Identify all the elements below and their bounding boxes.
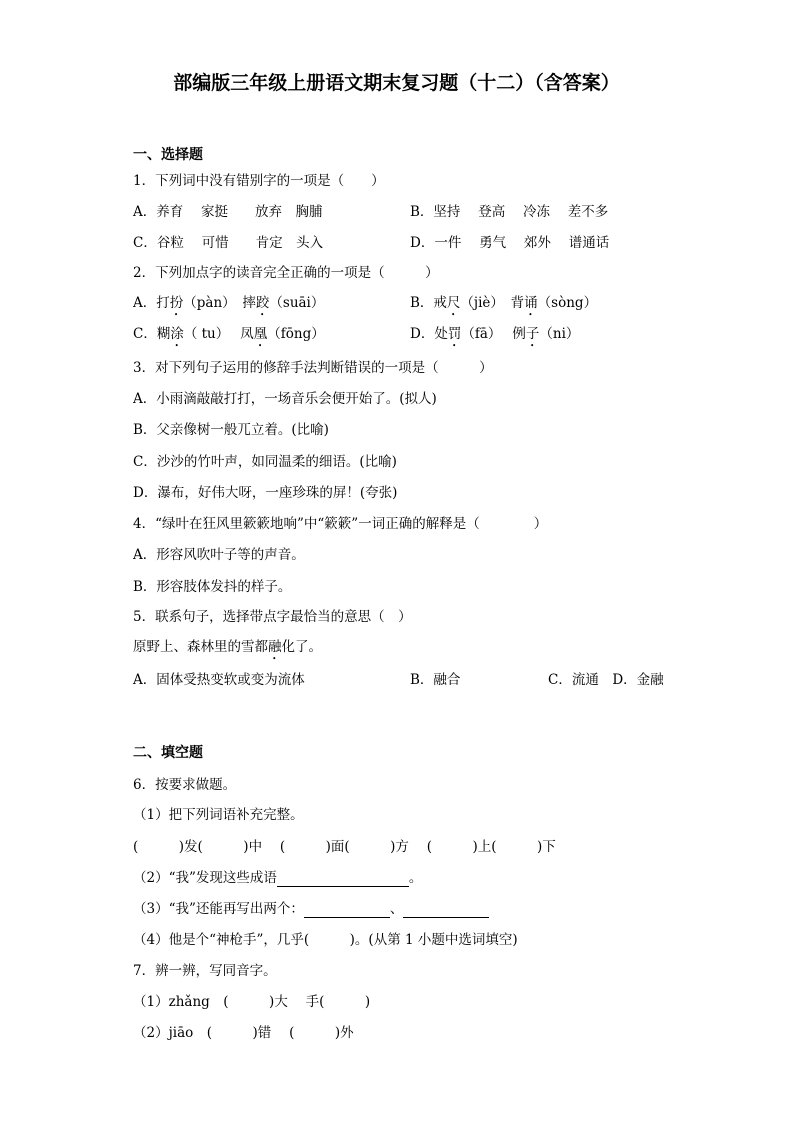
q6-part3-answer-blank-2[interactable] (403, 901, 489, 918)
q2-d-dotted-char: 罚 (447, 326, 462, 342)
q3-option-b: B．父亲像树一般兀立着。(比喻) (133, 422, 329, 438)
q5-sentence (133, 638, 322, 663)
q2-option-d (410, 325, 579, 350)
q2-b-dotted-char2: 诵 (524, 295, 538, 311)
q6-part3-sep: 、 (389, 901, 404, 917)
q2-stem: 2．下列加点字的读音完全正确的一项是（ ） (133, 265, 439, 281)
q2-option-b (410, 294, 597, 319)
q2-c-reading2: （fōng） (267, 326, 325, 342)
q7-part1: （1）zhǎng ( )大 手( ) (133, 994, 371, 1010)
q2-a-dotted-char2: 跤 (255, 295, 270, 311)
q7-part2: （2）jiāo ( )错 ( )外 (133, 1025, 354, 1041)
q2-c-text: C．糊 (133, 326, 171, 342)
q6-part4: （4）他是个“神枪手”，几乎( )。(从第 1 小题中选词填空) (133, 932, 518, 948)
section-choice-heading: 一、选择题 (133, 147, 203, 163)
q3-option-d: D．瀑布，好伟大呀，一座珍珠的屏！(夸张) (133, 485, 398, 501)
q2-d-reading2: （ni） (539, 326, 580, 342)
q6-part1: （1）把下列词语补充完整。 (133, 807, 304, 823)
q2-a-text2: 摔 (242, 295, 256, 311)
q2-a-reading2: （suāi） (269, 295, 325, 311)
q2-b-dotted-char: 尺 (446, 295, 461, 311)
q2-d-reading: （fā） 例 (461, 326, 526, 342)
q2-c-dotted-char2: 凰 (253, 326, 268, 342)
q6-part1-blanks: ( )发( )中 ( )面( )方 ( )上( )下 (133, 839, 556, 855)
q2-option-c (133, 325, 325, 350)
q2-a-dotted-char: 扮 (169, 295, 184, 311)
q7-stem: 7．辨一辨，写同音字。 (133, 963, 277, 979)
q6-stem: 6．按要求做题。 (133, 777, 237, 793)
q2-d-dotted-char2: 子 (525, 326, 540, 342)
q5-sentence-pre: 原野上、森林里的雪都 (133, 639, 268, 655)
q1-option-b: B．坚持 登高 冷冻 差不多 (410, 204, 609, 220)
q6-part3-answer-blank-1[interactable] (304, 901, 390, 918)
q2-b-reading: （jiè） 背 (460, 295, 525, 311)
q3-option-c: C．沙沙的竹叶声，如同温柔的细语。(比喻) (133, 454, 397, 470)
page-title: 部编版三年级上册语文期末复习题（十二）（含答案） (173, 72, 620, 94)
q5-option-a: A．固体受热变软或变为流体 (133, 672, 305, 688)
q3-option-a: A．小雨滴敲敲打打，一场音乐会便开始了。(拟人) (133, 391, 437, 407)
q4-option-a: A．形容风吹叶子等的声音。 (133, 547, 305, 563)
q6-part2-answer-blank[interactable] (277, 870, 409, 887)
q6-part2-end: 。 (408, 870, 423, 886)
q2-b-text: B．戒 (410, 295, 447, 311)
q5-sentence-post: 化了。 (281, 639, 322, 655)
q1-option-d: D．一件 勇气 郊外 谱通话 (410, 235, 610, 251)
q4-option-b: B．形容肢体发抖的样子。 (133, 579, 292, 595)
q2-b-reading2: （sòng） (537, 295, 598, 311)
q2-d-text: D．处 (410, 326, 448, 342)
q5-dotted-char: 融 (268, 639, 282, 655)
q2-a-text: A．打 (133, 295, 170, 311)
q1-option-c: C．谷粒 可惜 肯定 头入 (133, 235, 324, 251)
q2-a-reading: （pàn） (183, 295, 243, 311)
q6-part2-text: （2）“我”发现这些成语 (133, 870, 277, 886)
q5-stem: 5．联系句子，选择带点字最恰当的意思（ ） (133, 609, 412, 625)
q5-option-b: B．融合 (410, 672, 461, 688)
q2-c-dotted-char: 涂 (170, 326, 184, 342)
q4-stem: 4．“绿叶在狂风里簌簌地响”中“簌簌”一词正确的解释是（ ） (133, 516, 548, 532)
q1-stem: 1．下列词中没有错别字的一项是（ ） (133, 173, 385, 189)
q2-c-reading: （ tu） 凤 (183, 326, 254, 342)
q6-part3 (133, 900, 489, 918)
q2-option-a (133, 294, 324, 319)
section-fill-heading: 二、填空题 (133, 745, 203, 761)
q5-option-cd: C．流通 D．金融 (548, 672, 664, 688)
q3-stem: 3．对下列句子运用的修辞手法判断错误的一项是（ ） (133, 360, 493, 376)
q6-part2 (133, 869, 422, 887)
q6-part3-text: （3）“我”还能再写出两个： (133, 901, 304, 917)
q1-option-a: A．养育 家挺 放弃 胸脯 (133, 204, 323, 220)
